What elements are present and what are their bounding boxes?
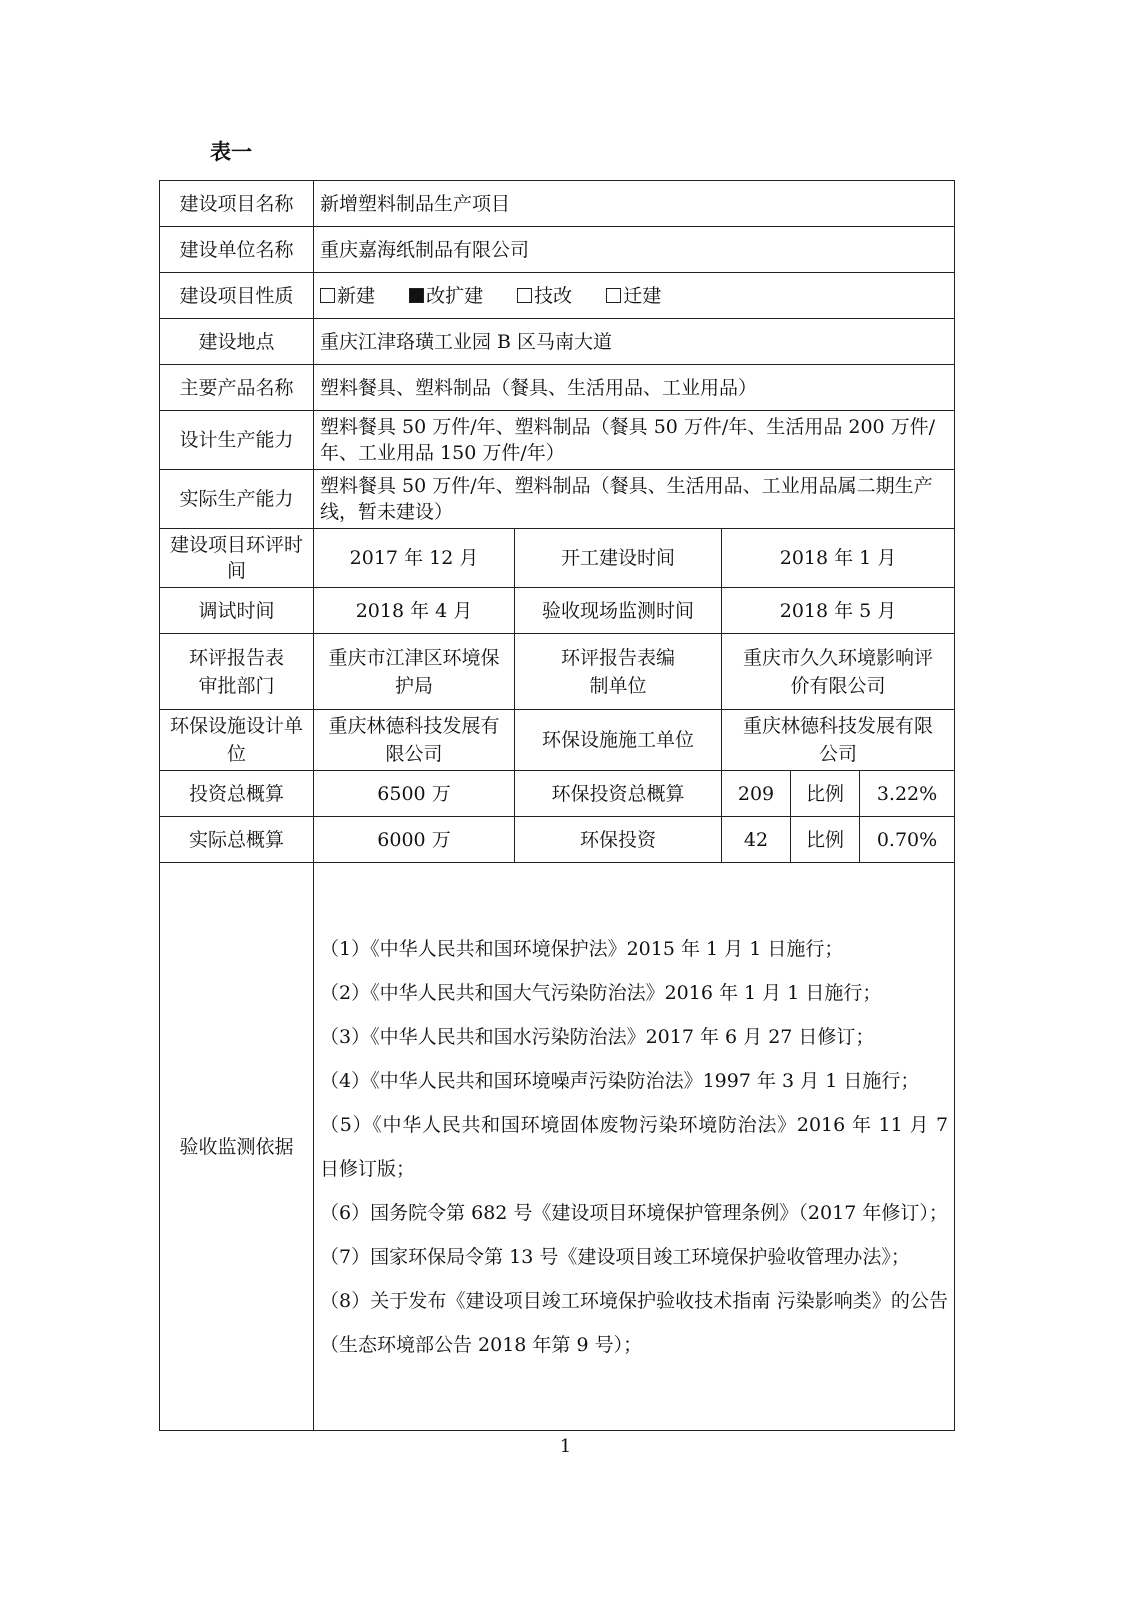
start-time-value: 2018 年 1 月	[722, 529, 955, 588]
products-label: 主要产品名称	[160, 365, 314, 411]
actual-value: 6000 万	[314, 817, 515, 863]
env-budget-value: 209	[722, 771, 791, 817]
facility-construct-value: 重庆林德科技发展有限公司	[722, 710, 955, 771]
basis-item: （3）《中华人民共和国水污染防治法》2017 年 6 月 27 日修订；	[320, 1025, 875, 1048]
row-location	[160, 319, 955, 365]
env-invest-label: 环保投资	[515, 817, 722, 863]
project-name-label: 建设项目名称	[160, 181, 314, 227]
budget-value: 6500 万	[314, 771, 515, 817]
basis-list	[314, 863, 955, 1431]
monitor-time-value: 2018 年 5 月	[722, 588, 955, 634]
project-name-value: 新增塑料制品生产项目	[314, 181, 955, 227]
compiler-value: 重庆市久久环境影响评价有限公司	[722, 634, 955, 710]
facility-construct-label: 环保设施施工单位	[515, 710, 722, 771]
basis-item: （5）《中华人民共和国环境固体废物污染环境防治法》2016 年 11 月 7 日修订版；	[320, 1113, 949, 1180]
facility-design-value: 重庆林德科技发展有限公司	[314, 710, 515, 771]
basis-item: （2）《中华人民共和国大气污染防治法》2016 年 1 月 1 日施行；	[320, 981, 882, 1004]
nature-option-relocation: 迁建	[606, 285, 661, 307]
env-invest-value: 42	[722, 817, 791, 863]
nature-option-new: 新建	[320, 285, 375, 307]
start-time-label: 开工建设时间	[515, 529, 722, 588]
debug-time-value: 2018 年 4 月	[314, 588, 515, 634]
row-budget	[160, 771, 955, 817]
unit-name-value: 重庆嘉海纸制品有限公司	[314, 227, 955, 273]
nature-option-expansion: 改扩建	[409, 285, 483, 307]
design-capacity-value: 塑料餐具 50 万件/年、塑料制品（餐具 50 万件/年、生活用品 200 万件/年、工业用品 150 万件/年）	[314, 411, 955, 470]
checkbox-icon	[606, 288, 621, 303]
actual-ratio-value: 0.70%	[860, 817, 955, 863]
budget-ratio-value: 3.22%	[860, 771, 955, 817]
row-actual	[160, 817, 955, 863]
table-title: 表一	[210, 139, 252, 164]
design-capacity-label: 设计生产能力	[160, 411, 314, 470]
actual-label: 实际总概算	[160, 817, 314, 863]
budget-ratio-label: 比例	[791, 771, 860, 817]
eia-time-label: 建设项目环评时间	[160, 529, 314, 588]
actual-ratio-label: 比例	[791, 817, 860, 863]
facility-design-label: 环保设施设计单位	[160, 710, 314, 771]
row-design-capacity	[160, 411, 955, 470]
row-debug-time	[160, 588, 955, 634]
debug-time-label: 调试时间	[160, 588, 314, 634]
products-value: 塑料餐具、塑料制品（餐具、生活用品、工业用品）	[314, 365, 955, 411]
eia-time-value: 2017 年 12 月	[314, 529, 515, 588]
basis-item: （7）国家环保局令第 13 号《建设项目竣工环境保护验收管理办法》；	[320, 1245, 910, 1268]
approval-label: 环评报告表审批部门	[160, 634, 314, 710]
actual-capacity-label: 实际生产能力	[160, 470, 314, 529]
row-project-name	[160, 181, 955, 227]
budget-label: 投资总概算	[160, 771, 314, 817]
basis-item: （4）《中华人民共和国环境噪声污染防治法》1997 年 3 月 1 日施行；	[320, 1069, 920, 1092]
location-value: 重庆江津珞璜工业园 B 区马南大道	[314, 319, 955, 365]
basis-label: 验收监测依据	[160, 863, 314, 1431]
row-actual-capacity	[160, 470, 955, 529]
row-unit-name	[160, 227, 955, 273]
project-info-table	[159, 180, 955, 1431]
checkbox-icon	[320, 288, 335, 303]
basis-item: （6）国务院令第 682 号《建设项目环境保护管理条例》（2017 年修订）；	[320, 1201, 948, 1224]
env-budget-label: 环保投资总概算	[515, 771, 722, 817]
row-facility	[160, 710, 955, 771]
monitor-time-label: 验收现场监测时间	[515, 588, 722, 634]
row-basis	[160, 863, 955, 1431]
location-label: 建设地点	[160, 319, 314, 365]
nature-label: 建设项目性质	[160, 273, 314, 319]
nature-option-renovation: 技改	[517, 285, 572, 307]
row-nature	[160, 273, 955, 319]
nature-options	[314, 273, 955, 319]
approval-value: 重庆市江津区环境保护局	[314, 634, 515, 710]
checkbox-checked-icon	[409, 288, 424, 303]
actual-capacity-value: 塑料餐具 50 万件/年、塑料制品（餐具、生活用品、工业用品属二期生产线，暂未建设）	[314, 470, 955, 529]
basis-item: （8）关于发布《建设项目竣工环境保护验收技术指南 污染影响类》的公告（生态环境部公告 2018 年第 9 号）；	[320, 1289, 949, 1356]
checkbox-icon	[517, 288, 532, 303]
basis-item: （1）《中华人民共和国环境保护法》2015 年 1 月 1 日施行；	[320, 937, 844, 960]
row-eia-time	[160, 529, 955, 588]
compiler-label: 环评报告表编制单位	[515, 634, 722, 710]
row-approval	[160, 634, 955, 710]
row-products	[160, 365, 955, 411]
unit-name-label: 建设单位名称	[160, 227, 314, 273]
page-number: 1	[559, 1436, 572, 1457]
